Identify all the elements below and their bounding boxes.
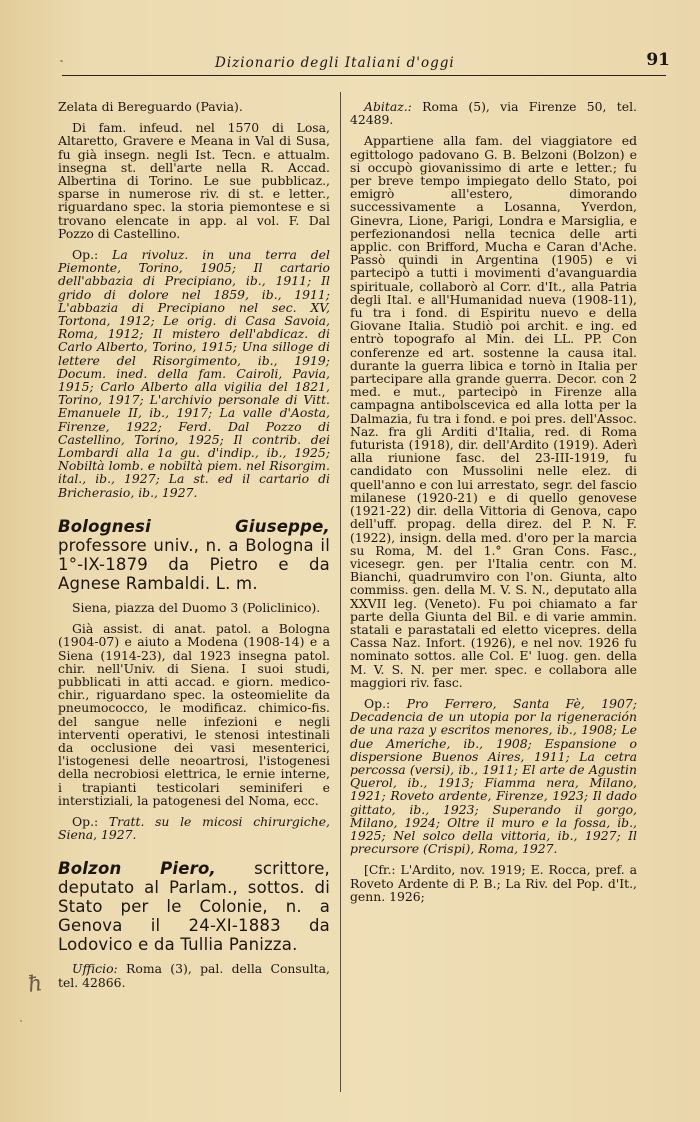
page-number: 91 — [646, 50, 670, 70]
bolognesi-biography: Già assist. di anat. patol. a Bologna (1904-07) e aiuto a Modena (1908-14) e a Siena (1914-23), dal 1923 insegna patol. chir. nell'Univ. di Siena. I suoi studi, pubblicati in atti accad. e giorn. medico-chir., riguardano spec. la osteomielite da pneumococco, le modificaz. chimico-fis. del sangue nelle infezioni e negli interventi operativi, le stenosi intestinali da occlusione dei vasi mesenterici, l'istogenesi delle neoartrosi, l'istogenesi della necrobiosi elettrica, le ernie interne, i trapianti testicolari seminiferi e interstiziali, la patogenesi del Noma, ecc. — [58, 621, 330, 808]
works-list: La rivoluz. in una terra del Piemonte, Torino, 1905; Il cartario dell'abbazia di Precipiano, ib., 1911; Il grido di dolore nel 1859, ib., 1911; L'abbazia di Precipiano nel sec. XV, Tortona, 1912; Le orig. di Casa Savoia, Roma, 1912; Il mistero dell'abdicaz. di Carlo Alberto, Torino, 1915; Una silloge di lettere del Risorgimento, ib., 1919; Docum. ined. della fam. Cairoli, Pavia, 1915; Carlo Alberto alla vigilia del 1821, Torino, 1917; L'archivio personale di Vitt. Emanuele II, ib., 1917; La valle d'Aosta, Firenze, 1922; Ferd. Dal Pozzo di Castellino, Torino, 1925; Il contrib. dei Lombardi alla 1a gu. d'indip., ib., 1925; Nobiltà lomb. e nobiltà piem. nel Risorgim. ital., ib., 1927; La st. ed il cartario di Bricherasio, ib., 1927. — [58, 247, 330, 500]
column-divider — [340, 92, 341, 1092]
bolognesi-works — [58, 815, 330, 841]
zelata-biography: Di fam. infeud. nel 1570 di Losa, Altaretto, Gravere e Meana in Val di Susa, fu già insegn. negli Ist. Tecn. e attualm. insegna st. dell'arte nella R. Accad. Albertina di Torino. Le sue pubblicaz., sparse in numerose riv. di st. e letter., riguardano spec. la storia piemontese e si trovano elencate in app. al vol. F. Dal Pozzo di Castellino. — [58, 120, 330, 241]
paper-speck — [20, 1020, 22, 1022]
bolognesi-entry-head — [58, 517, 330, 593]
office-address: Roma (3), pal. della Consulta, tel. 42866. — [58, 961, 330, 990]
paper-speck — [60, 60, 63, 62]
bolzon-office — [58, 962, 330, 988]
bolzon-home — [350, 100, 637, 126]
bolzon-biography: Appartiene alla fam. del viaggiatore ed egittologo padovano G. B. Belzoni (Bolzon) e si occupò giovanissimo di arte e letter.; fu per breve tempo impiegato dello Stato, poi emigrò all'estero, dimorando successivamente a Losanna, Yverdon, Ginevra, Lione, Parigi, Londra e Marsiglia, e perfezionandosi nella tecnica delle arti applic. con Brifford, Mucha e Caran d'Ache. Passò quindi in Argentina (1905) e vi partecipò a tutti i movimenti d'avanguardia spirituale, collaborò al Corr. d'It., alla Patria degli Ital. e all'Humanidad nueva (1908-11), fu tra i fond. di Espiritu nuevo e della Giovane Italia. Studiò poi archit. e ing. ed entrò topografo al Min. dei LL. PP. Con conferenze ed art. sostenne la causa ital. durante la guerra libica e tornò in Italia per partecipare alla grande guerra. Decor. con 2 med. e mut., partecipò in Firenze alla campagna antibolscevica ed alla lotta per la Dalmazia, fu tra i fond. e poi pres. dell'Assoc. Naz. fra gli Arditi d'Italia, red. di Roma futurista (1918), dir. dell'Ardito (1919). Aderì alla riunione fasc. del 23-III-1919, fu candidato con Mussolini nelle elez. di quell'anno e con lui arrestato, segr. del fascio milanese (1920-21) e di quello genovese (1921-22) dir. della Vittoria di Genova, capo dell'uff. propag. della direz. del P. N. F. (1922), insign. della med. d'oro per la marcia su Roma, M. del 1.° Gran Cons. Fasc., vicesegr. gen. per l'Italia centr. con M. Bianchi, quadrumviro con l'on. Giunta, alto commiss. gen. della M. V. S. N., deputato alla XXVII leg. (Veneto). Fu poi chiamato a far parte della Giunta del Bil. e di varie ammin. statali e parastatali ed eletto vicepres. della Cassa Naz. Infort. (1926), e nel nov. 1926 fu nominato sottos. alle Col. E' luog. gen. della M. V. S. N. per mer. spec. e collabora alle maggiori riv. fasc. — [350, 133, 637, 690]
works-label: Op.: — [72, 247, 99, 263]
home-label: Abitaz.: — [364, 99, 412, 114]
left-column — [58, 100, 330, 989]
bolzon-entry-head — [58, 859, 330, 954]
bolzon-works — [350, 697, 637, 855]
entry-intro: scrittore, deputato al Parlam., sottos. di Stato per le Colonie, n. a Genova il 24-XI-1883 da Lodovico e da Tullia Panizza. — [58, 859, 330, 955]
office-label: Ufficio: — [72, 961, 118, 977]
zelata-works — [58, 248, 330, 499]
entry-intro: professore univ., n. a Bologna il 1°-IX-1879 da Pietro e da Agnese Rambaldi. L. m. — [58, 535, 330, 593]
bolzon-references: [Cfr.: L'Ardito, nov. 1919; E. Rocca, pref. a Roveto Ardente di P. B.; La Riv. del Pop. d'It., genn. 1926; — [350, 862, 637, 904]
home-address: Roma (5), via Firenze 50, tel. 42489. — [350, 99, 637, 128]
running-title: Dizionario degli Italiani d'oggi — [215, 55, 455, 71]
bolognesi-address: Siena, piazza del Duomo 3 (Policlinico). — [72, 599, 321, 615]
header-rule — [62, 75, 666, 76]
works-list: Tratt. su le micosi chirurgiche, Siena, 1927. — [58, 813, 330, 843]
right-column — [350, 100, 637, 903]
works-label: Op.: — [364, 695, 391, 711]
entry-name: Bolognesi Giuseppe, — [58, 516, 330, 536]
works-list: Pro Ferrero, Santa Fè, 1907; Decadencia de un utopia por la rigeneración de una raza y escritos menores, ib., 1908; Le due Americhe, ib., 1908; Espansione o dispersione Buenos Aires, 1911; La cetra percossa (versi), ib., 1911; El arte de Agustin Querol, ib., 1913; Fiamma nera, Milano, 1921; Roveto ardente, Firenze, 1923; Il dado gittato, ib., 1923; Superando il gorgo, Milano, 1924; Oltre il muro e la fossa, ib., 1925; Nel solco della vittoria, ib., 1927; Il precursore (Crispi), Roma, 1927. — [350, 695, 637, 857]
zelata-heading: Zelata di Bereguardo (Pavia). — [58, 99, 243, 114]
works-label: Op.: — [72, 813, 99, 829]
entry-name: Bolzon Piero, — [58, 859, 216, 879]
pencil-margin-mark: ħ — [26, 971, 44, 998]
